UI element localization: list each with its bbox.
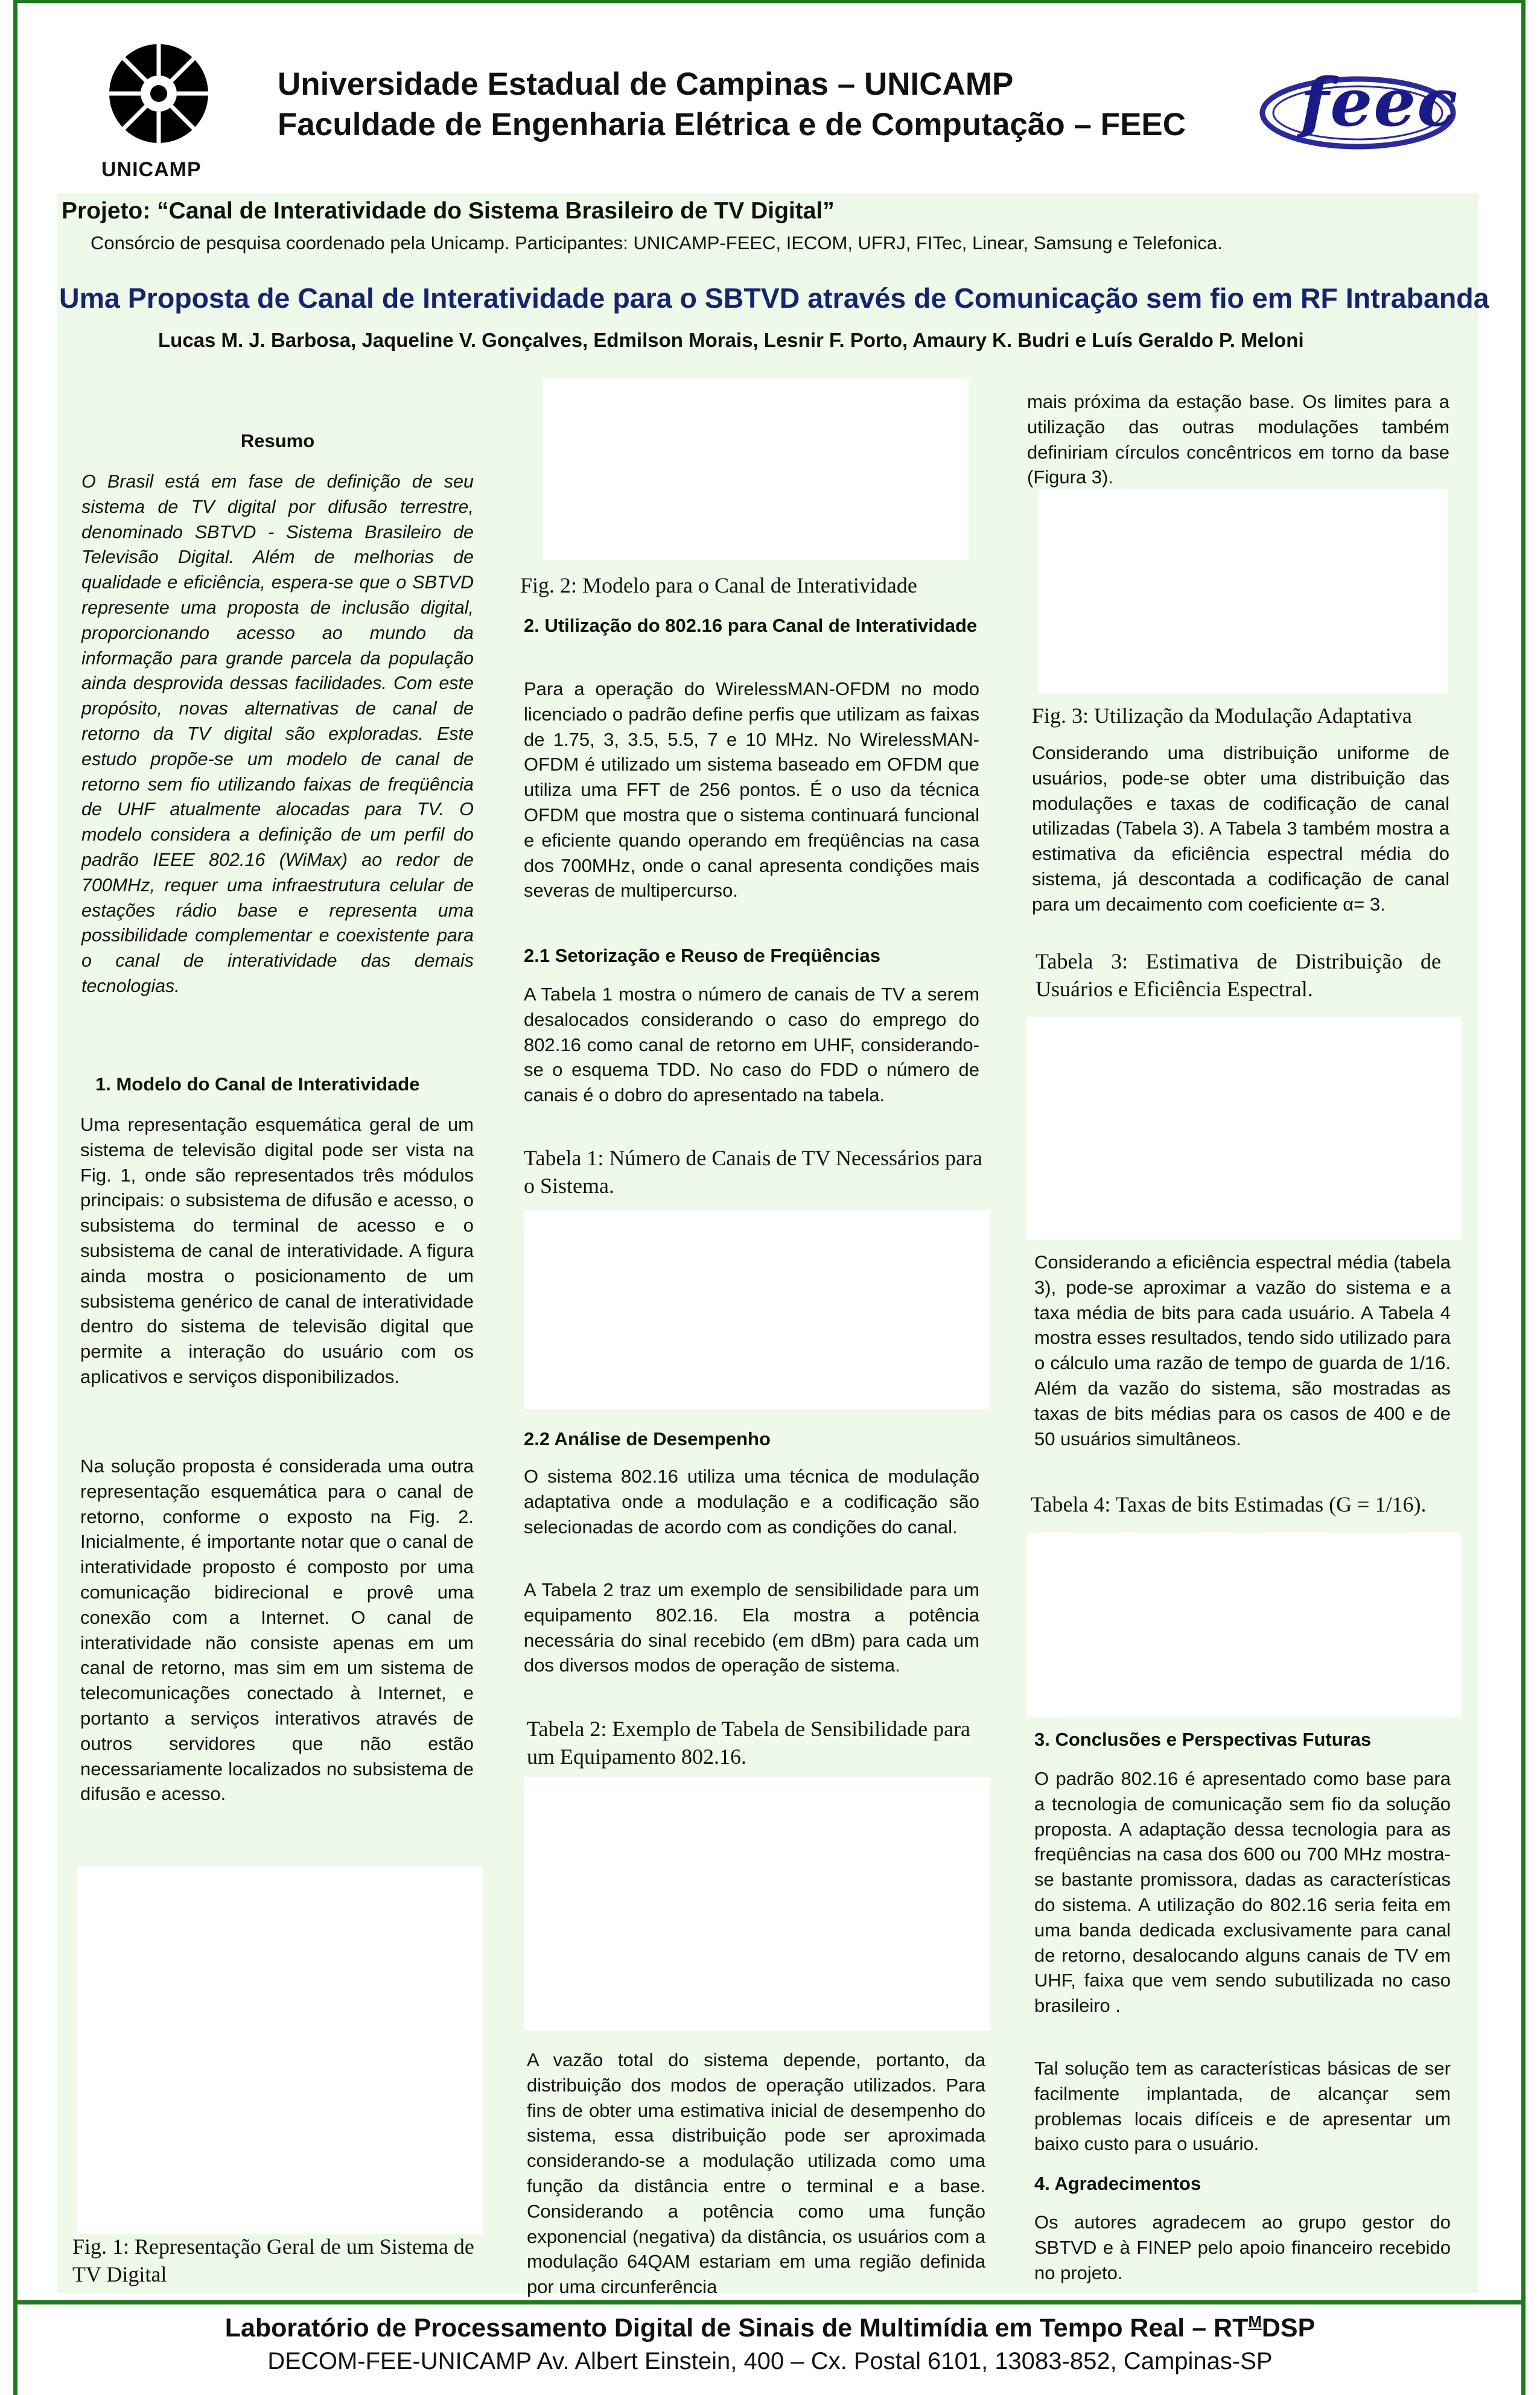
frame-right — [1521, 0, 1526, 2395]
footer-lab-name-main: Laboratório de Processamento Digital de Sinais de Multimídia em Tempo Real – RT — [224, 2314, 1249, 2343]
footer-lab-name-sup: M — [1248, 2312, 1262, 2331]
university-name: Universidade Estadual de Campinas – UNICAMP — [278, 66, 1014, 102]
feec-logo-text: feec — [1300, 63, 1459, 141]
unicamp-logo — [91, 30, 229, 187]
table1-image — [524, 1210, 990, 1409]
fig3-image — [1038, 489, 1448, 694]
section3-paragraph-1: O padrão 802.16 é apresentado como base para a tecnologia de comunicação sem fio da solução proposta. A adaptação dessa tecnologia para as freqüências na casa dos 600 ou 700 MHz mostra-se bastante promissora, dadas as características do sistema. A utilização do 802.16 seria feita em uma banda dedicada exclusivamente para canal de retorno, desalocando alguns canais de TV em UHF, faixa que vem sendo subutilizada no caso brasileiro . — [1034, 1768, 1451, 2017]
table2-caption: Tabela 2: Exemplo de Tabela de Sensibilidade para um Equipamento 802.16. — [527, 1717, 971, 1769]
fig1-image — [77, 1866, 483, 2234]
fig1-caption: Fig. 1: Representação Geral de um Sistema de TV Digital — [72, 2234, 474, 2286]
frame-left — [13, 0, 18, 2395]
project-title: Projeto: “Canal de Interatividade do Sistema Brasileiro de TV Digital” — [62, 198, 835, 224]
section21-heading: 2.1 Setorização e Reuso de Freqüências — [524, 945, 880, 966]
section2-paragraph: Para a operação do WirelessMAN-OFDM no modo licenciado o padrão define perfis que utilizam as faixas de 1.75, 3, 3.5, 5.5, 7 e 10 MHz. No WirelessMAN-OFDM é utilizado um sistema baseado em OFDM que utiliza uma FFT de 256 pontos. É o uso da técnica OFDM que mostra que o sistema continuará funcional e eficiente quando operando em freqüências na casa dos 700MHz, onde o canal apresenta condições mais severas de multipercurso. — [524, 678, 979, 902]
abstract-text: O Brasil está em fase de definição de seu sistema de TV digital por difusão terrestre, denominado SBTVD - Sistema Brasileiro de Televisão Digital. Além de melhorias de qualidade e eficiência, espera-se que o SBTVD represente uma proposta de inclusão digital, proporcionando acesso ao mundo da informação para grande parcela da população ainda desprovida dessas facilidades. Com este propósito, novas alternativas de canal de retorno da TV digital são exploradas. Este estudo propõe-se um modelo de canal de retorno sem fio utilizando faixas de freqüência de UHF atualmente alocadas para TV. O modelo considera a definição de um perfil do padrão IEEE 802.16 (WiMax) ao redor de 700MHz, requer uma infraestrutura celular de estações rádio base e representa uma possibilidade complementar e coexistente para o canal de interatividade das demais tecnologias. — [81, 471, 474, 996]
section22-paragraph-1: O sistema 802.16 utiliza uma técnica de modulação adaptativa onde a modulação e a codificação são selecionadas de acordo com as condições do canal. — [524, 1466, 979, 1538]
fig2-caption: Fig. 2: Modelo para o Canal de Interatividade — [520, 573, 917, 597]
table3-image — [1027, 1017, 1462, 1240]
section2-heading: 2. Utilização do 802.16 para Canal de Interatividade — [524, 615, 978, 636]
authors: Lucas M. J. Barbosa, Jaqueline V. Gonçalves, Edmilson Morais, Lesnir F. Porto, Amaury K. Budri e Luís Geraldo P. Meloni — [158, 329, 1304, 351]
fig2-image — [543, 379, 969, 560]
frame-rule-bottom — [13, 2300, 1526, 2304]
frame-top — [13, 0, 1526, 3]
table4-caption: Tabela 4: Taxas de bits Estimadas (G = 1/16). — [1031, 1492, 1427, 1516]
fig3-caption: Fig. 3: Utilização da Modulação Adaptativa — [1032, 704, 1412, 728]
consortium-text: Consórcio de pesquisa coordenado pela Unicamp. Participantes: UNICAMP-FEEC, IECOM, UFRJ, FITec, Linear, Samsung e Telefonica. — [91, 232, 1223, 253]
section21-paragraph: A Tabela 1 mostra o número de canais de TV a serem desalocados considerando o caso do emprego do 802.16 como canal de retorno em UHF, considerando-se o esquema TDD. No caso do FDD o número de canais é o dobro do apresentado na tabela. — [524, 984, 979, 1106]
footer-address: DECOM-FEE-UNICAMP Av. Albert Einstein, 400 – Cx. Postal 6101, 13083-852, Campinas-SP — [267, 2348, 1273, 2374]
footer-lab-name — [0, 2312, 1540, 2344]
section22-paragraph-2: A Tabela 2 traz um exemplo de sensibilidade para um equipamento 802.16. Ela mostra a potência necessária do sinal recebido (em dBm) para cada um dos diversos modos de operação de sistema. — [524, 1579, 979, 1676]
fig3-paragraph: Considerando uma distribuição uniforme de usuários, pode-se obter uma distribuição das modulações e taxas de codificação de canal utilizadas (Tabela 3). A Tabela 3 também mostra a estimativa da eficiência espectral média do sistema, já descontada a codificação de canal para um decaimento com coeficiente α= 3. — [1032, 742, 1449, 915]
section4-paragraph: Os autores agradecem ao grupo gestor do SBTVD e à FINEP pelo apoio financeiro recebido no projeto. — [1034, 2212, 1451, 2283]
section1-paragraph-2: Na solução proposta é considerada uma outra representação esquemática para o canal de retorno, conforme o exposto na Fig. 2. Inicialmente, é importante notar que o canal de interatividade proposto é composto por uma comunicação bidirecional e provê uma conexão com a Internet. O canal de interatividade não consiste apenas em um canal de retorno, mas sim em um sistema de telecomunicações conectado à Internet, e portanto a serviços interativos através de outros servidores que não estão necessariamente localizados no subsistema de difusão e acesso. — [80, 1455, 474, 1805]
paper-title: Uma Proposta de Canal de Interatividade para o SBTVD através de Comunicação sem fio em RF Intrabanda — [59, 282, 1489, 314]
column3-continuation: mais próxima da estação base. Os limites para a utilização das outras modulações também definiriam círculos concêntricos em torno da base (Figura 3). — [1027, 391, 1449, 488]
feec-logo — [1258, 57, 1460, 157]
section3-heading: 3. Conclusões e Perspectivas Futuras — [1034, 1729, 1372, 1750]
unicamp-logo-text: UNICAMP — [101, 158, 202, 181]
section1-paragraph-1: Uma representação esquemática geral de um sistema de televisão digital pode ser vista na Fig. 1, onde são representados três módulos principais: o subsistema de difusão e acesso, o subsistema do terminal de acesso e o subsistema de canal de interatividade. A figura ainda mostra o posicionamento de um subsistema genérico de canal de interatividade dentro do sistema de televisão digital que permite a interação do usuário com os aplicativos e serviços disponibilizados. — [80, 1114, 474, 1387]
table1-caption: Tabela 1: Número de Canais de TV Necessários para o Sistema. — [524, 1146, 982, 1198]
section1-heading: 1. Modelo do Canal de Interatividade — [95, 1073, 420, 1095]
table4-image — [1027, 1533, 1462, 1717]
table3-paragraph: Considerando a eficiência espectral média (tabela 3), pode-se aproximar a vazão do sistema e a taxa média de bits para cada usuário. A Tabela 4 mostra esses resultados, tendo sido utilizado para o cálculo uma razão de tempo de guarda de 1/16. Além da vazão do sistema, são mostradas as taxas de bits médias para os casos de 400 e de 50 usuários simultâneos. — [1034, 1252, 1451, 1449]
footer-lab-name-end: DSP — [1261, 2314, 1316, 2343]
table3-caption: Tabela 3: Estimativa de Distribuição de Usuários e Eficiência Espectral. — [1036, 949, 1441, 1001]
section22-heading: 2.2 Análise de Desempenho — [524, 1428, 771, 1449]
section3-paragraph-2: Tal solução tem as características básicas de ser facilmente implantada, de alcançar sem problemas locais difíceis e de apresentar um baixo custo para o usuário. — [1034, 2058, 1451, 2155]
section4-heading: 4. Agradecimentos — [1034, 2173, 1201, 2194]
unicamp-emblem-icon — [91, 30, 229, 163]
abstract-heading: Resumo — [240, 430, 315, 451]
section22-paragraph-3: A vazão total do sistema depende, portanto, da distribuição dos modos de operação utilizados. Para fins de obter uma estimativa inicial de desempenho do sistema, essa distribuição pode ser aproximada considerando-se a modulação utilizada como uma função da distância entre o terminal e a base. Considerando a potência como uma função exponencial (negativa) da distância, os usuários com a modulação 64QAM estariam em uma região definida por uma circunferência — [527, 2049, 985, 2298]
faculty-name: Faculdade de Engenharia Elétrica e de Computação – FEEC — [278, 107, 1186, 142]
table2-image — [524, 1777, 990, 2031]
